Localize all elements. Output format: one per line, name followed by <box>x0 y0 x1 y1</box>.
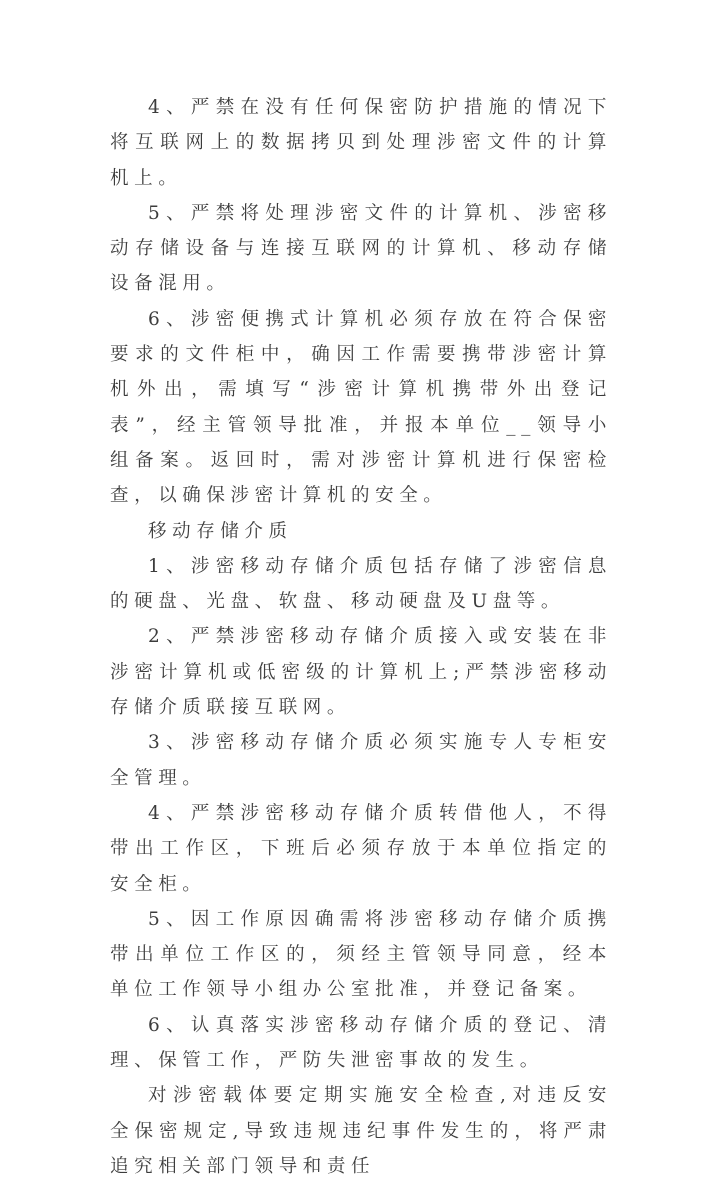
paragraph-media-1: 1、涉密移动存储介质包括存储了涉密信息的硬盘、光盘、软盘、移动硬盘及U盘等。 <box>110 555 612 613</box>
section-heading: 移动存储介质 <box>148 520 293 542</box>
paragraph-rule-6: 6、涉密便携式计算机必须存放在符合保密要求的文件柜中，确因工作需要携带涉密计算机外出，需填写“涉密计算机携带外出登记表”，经主管领导批准，并报本单位__领导小组备案。返回时，需对涉密计算机进行保密检查，以确保涉密计算机的安全。 <box>110 308 612 507</box>
paragraph-rule-5: 5、严禁将处理涉密文件的计算机、涉密移动存储设备与连接互联网的计算机、移动存储设备混用。 <box>110 202 612 295</box>
paragraph-media-2: 2、严禁涉密移动存储介质接入或安装在非涉密计算机或低密级的计算机上;严禁涉密移动存储介质联接互联网。 <box>110 626 612 719</box>
paragraph-media-6: 6、认真落实涉密移动存储介质的登记、清理、保管工作，严防失泄密事故的发生。 <box>110 1014 612 1072</box>
document-page <box>110 90 612 1184</box>
paragraph-media-5: 5、因工作原因确需将涉密移动存储介质携带出单位工作区的，须经主管领导同意，经本单位工作领导小组办公室批准，并登记备案。 <box>110 908 612 1001</box>
paragraph-media-4: 4、严禁涉密移动存储介质转借他人，不得带出工作区，下班后必须存放于本单位指定的安全柜。 <box>110 802 612 895</box>
paragraph-media-3: 3、涉密移动存储介质必须实施专人专柜安全管理。 <box>110 732 612 789</box>
paragraph-rule-4: 4、严禁在没有任何保密防护措施的情况下将互联网上的数据拷贝到处理涉密文件的计算机上。 <box>110 97 612 189</box>
paragraph-inspection: 对涉密载体要定期实施安全检查,对违反安全保密规定,导致违规违纪事件发生的，将严肃追究相关部门领导和责任 <box>110 1085 612 1177</box>
